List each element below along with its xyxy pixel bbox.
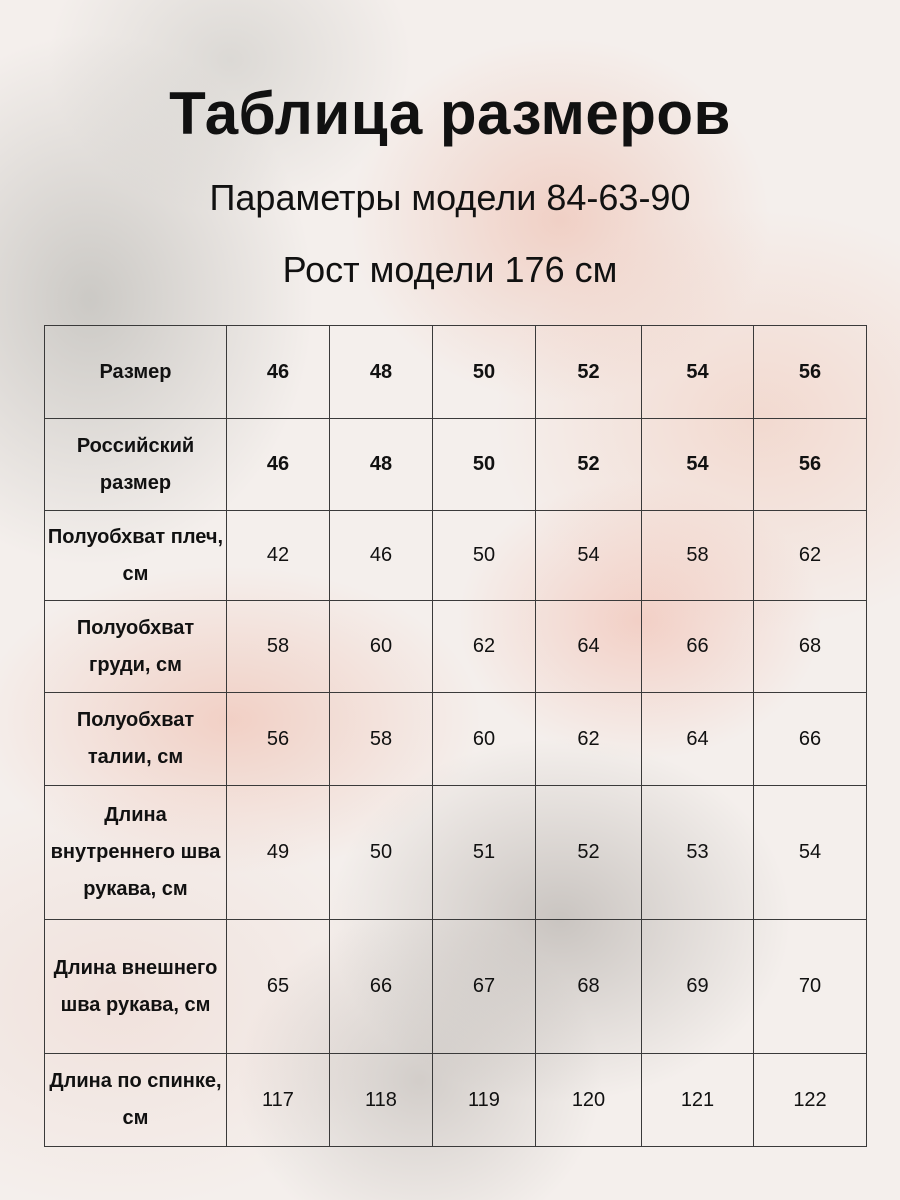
table-cell: 54 xyxy=(642,419,754,511)
table-cell: 70 xyxy=(754,920,867,1054)
table-cell: 120 xyxy=(536,1054,642,1147)
table-cell: 48 xyxy=(330,419,433,511)
row-label: Длина по спинке, см xyxy=(45,1054,227,1147)
table-cell: 119 xyxy=(433,1054,536,1147)
row-label: Полуобхват плеч, см xyxy=(45,511,227,601)
table-cell: 42 xyxy=(227,511,330,601)
table-cell: 122 xyxy=(754,1054,867,1147)
row-label: Полуобхват талии, см xyxy=(45,693,227,786)
row-label: Российский размер xyxy=(45,419,227,511)
page-title: Таблица размеров xyxy=(169,80,731,147)
table-cell: 60 xyxy=(330,601,433,693)
table-cell: 50 xyxy=(330,786,433,920)
table-row-size xyxy=(45,326,867,419)
table-cell: 58 xyxy=(227,601,330,693)
table-cell: 67 xyxy=(433,920,536,1054)
table-row-outer-sleeve xyxy=(45,920,867,1054)
table-cell: 62 xyxy=(754,511,867,601)
table-cell: 66 xyxy=(754,693,867,786)
row-label: Длина внутреннего шва рукава, см xyxy=(45,786,227,920)
table-cell: 64 xyxy=(642,693,754,786)
size-table xyxy=(44,325,867,1147)
table-cell: 62 xyxy=(536,693,642,786)
table-cell: 46 xyxy=(227,326,330,419)
table-cell: 54 xyxy=(754,786,867,920)
table-cell: 56 xyxy=(227,693,330,786)
table-cell: 49 xyxy=(227,786,330,920)
table-cell: 68 xyxy=(754,601,867,693)
table-cell: 51 xyxy=(433,786,536,920)
table-cell: 52 xyxy=(536,419,642,511)
table-row-back-length xyxy=(45,1054,867,1147)
table-cell: 56 xyxy=(754,326,867,419)
table-cell: 46 xyxy=(227,419,330,511)
table-cell: 56 xyxy=(754,419,867,511)
table-cell: 62 xyxy=(433,601,536,693)
table-cell: 66 xyxy=(330,920,433,1054)
table-cell: 65 xyxy=(227,920,330,1054)
table-cell: 54 xyxy=(536,511,642,601)
table-cell: 66 xyxy=(642,601,754,693)
table-cell: 118 xyxy=(330,1054,433,1147)
model-height: Рост модели 176 см xyxy=(282,249,618,290)
table-cell: 58 xyxy=(330,693,433,786)
table-cell: 50 xyxy=(433,419,536,511)
table-row-chest xyxy=(45,601,867,693)
table-row-inner-sleeve xyxy=(45,786,867,920)
table-cell: 53 xyxy=(642,786,754,920)
table-row-waist xyxy=(45,693,867,786)
table-cell: 48 xyxy=(330,326,433,419)
table-cell: 64 xyxy=(536,601,642,693)
row-label: Длина внешнего шва рукава, см xyxy=(45,920,227,1054)
table-cell: 52 xyxy=(536,786,642,920)
table-row-russian-size xyxy=(45,419,867,511)
row-label: Размер xyxy=(45,326,227,419)
table-cell: 50 xyxy=(433,326,536,419)
table-cell: 60 xyxy=(433,693,536,786)
table-row-shoulders xyxy=(45,511,867,601)
table-cell: 52 xyxy=(536,326,642,419)
row-label: Полуобхват груди, см xyxy=(45,601,227,693)
table-cell: 58 xyxy=(642,511,754,601)
table-cell: 46 xyxy=(330,511,433,601)
table-cell: 121 xyxy=(642,1054,754,1147)
table-cell: 50 xyxy=(433,511,536,601)
table-cell: 117 xyxy=(227,1054,330,1147)
table-cell: 69 xyxy=(642,920,754,1054)
table-cell: 68 xyxy=(536,920,642,1054)
model-parameters: Параметры модели 84-63-90 xyxy=(209,177,691,218)
table-cell: 54 xyxy=(642,326,754,419)
